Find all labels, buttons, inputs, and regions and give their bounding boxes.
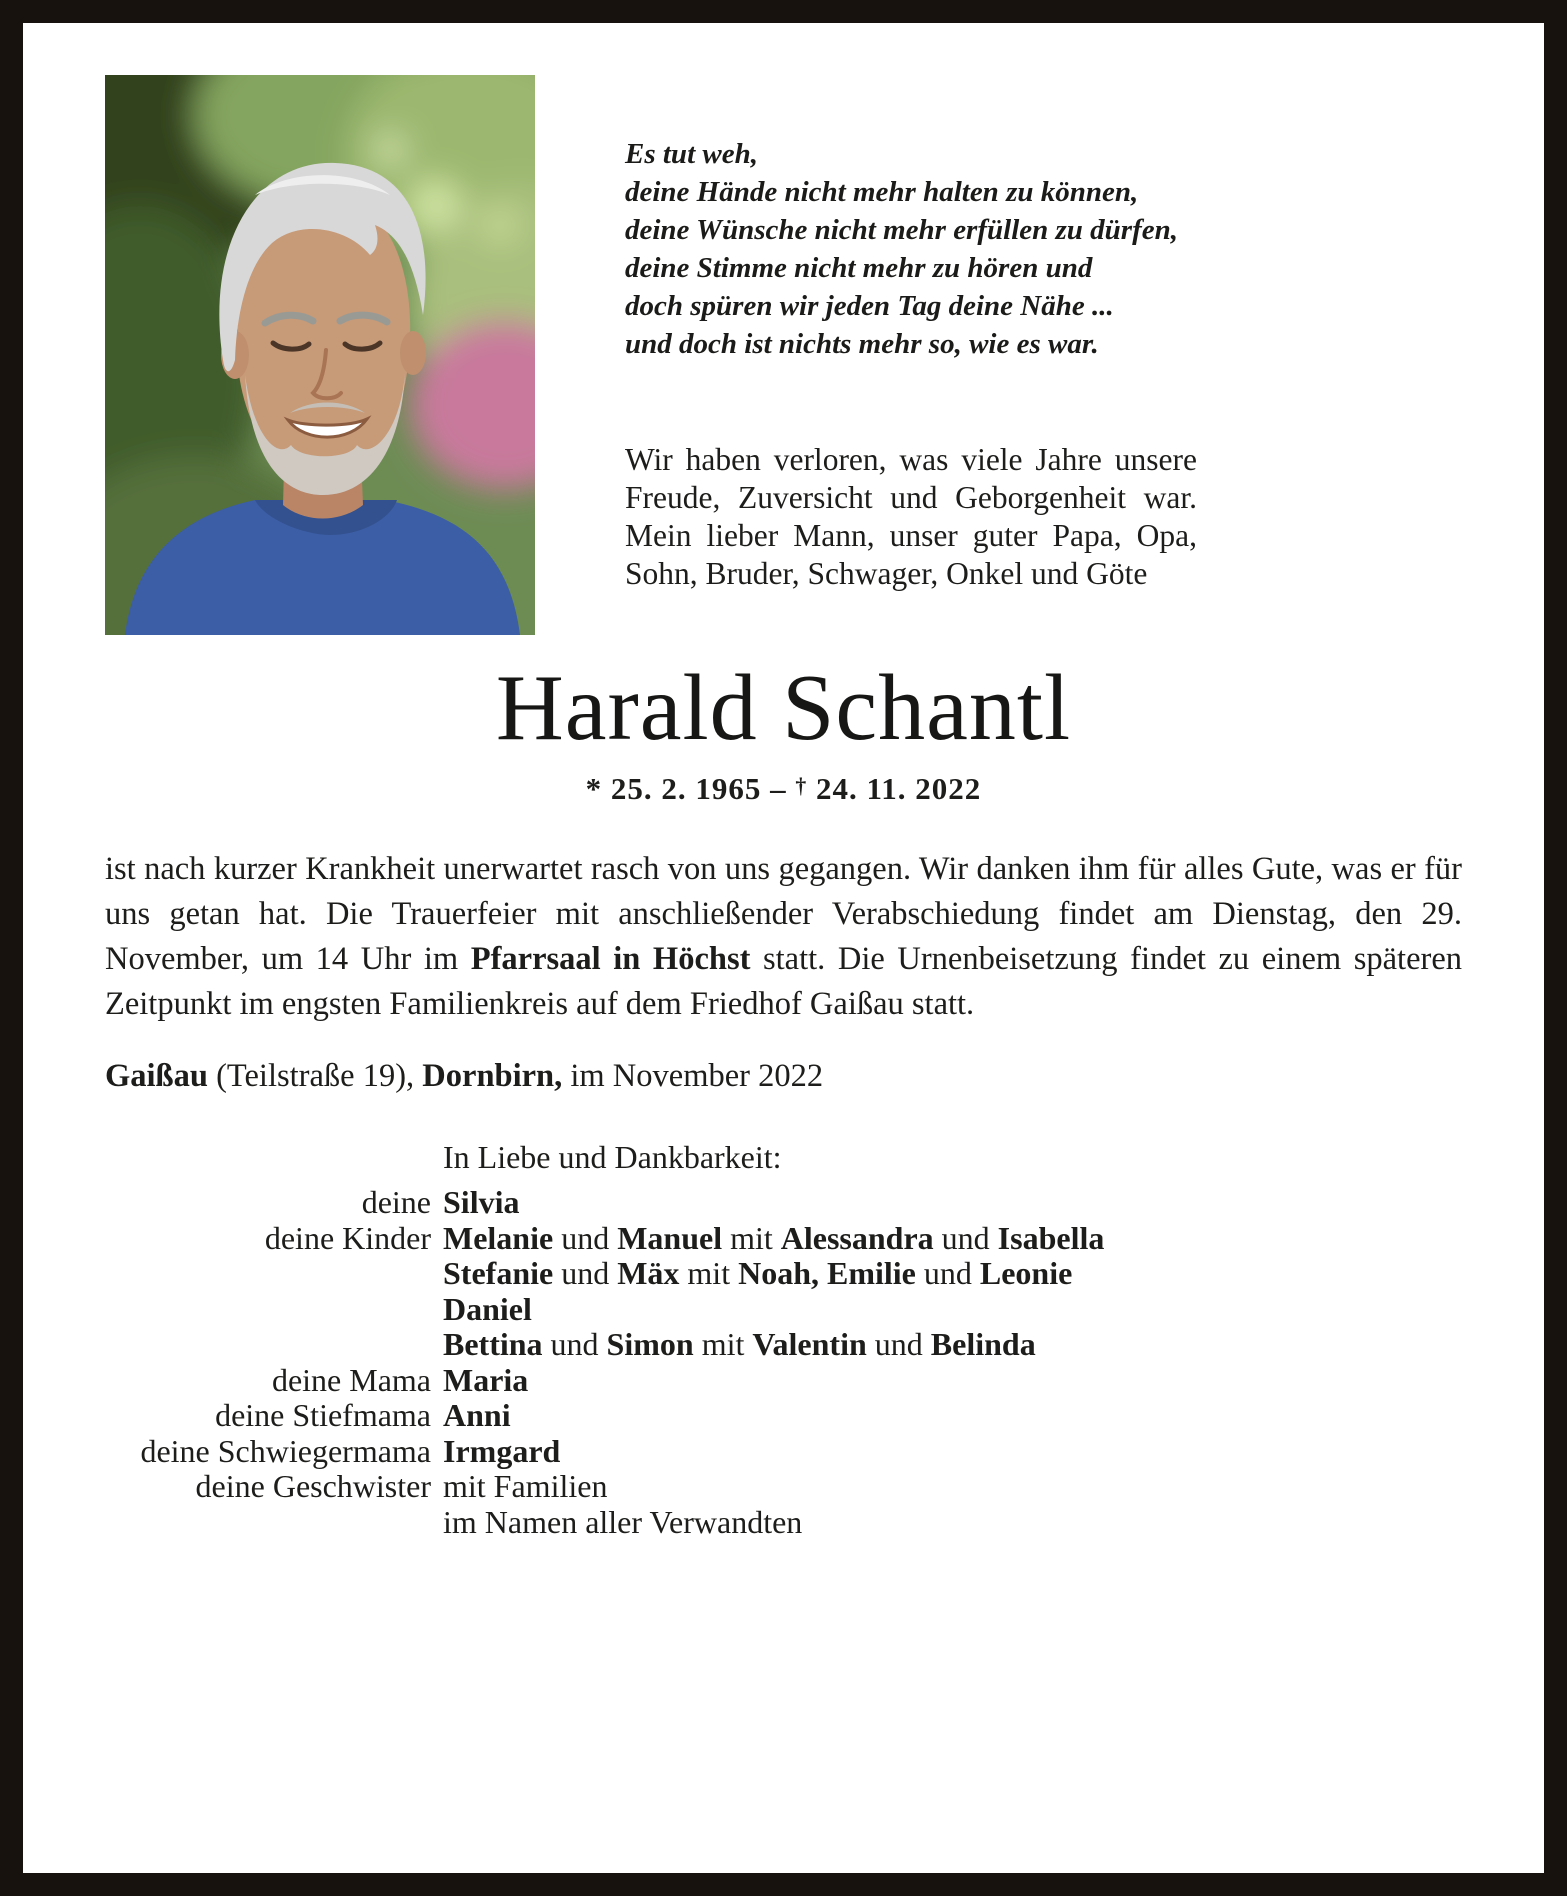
- poem-line: Es tut weh,: [625, 138, 758, 170]
- poem-line: doch spüren wir jeden Tag deine Nähe ...: [625, 290, 1114, 322]
- family-row: [105, 1185, 1462, 1221]
- text-segment: (Teilstraße 19),: [207, 1058, 423, 1094]
- text-segment: Noah, Emilie: [738, 1255, 916, 1291]
- text-segment: Bettina: [443, 1326, 543, 1362]
- family-row: [105, 1363, 1462, 1399]
- text-segment: mit: [679, 1255, 739, 1291]
- life-dates: [105, 771, 1462, 807]
- text-segment: Irmgard: [443, 1432, 561, 1469]
- text-segment: und: [915, 1255, 980, 1291]
- text-segment: statt. Die Urnenbeisetzung findet zu einem späteren Zeitpunkt im engsten Familienkreis auf dem Friedhof Gaißau statt.: [105, 941, 1462, 1022]
- family-row: [105, 1469, 1462, 1505]
- family-relation-label: deine Schwiegermama: [140, 1432, 431, 1469]
- text-segment: Gaißau: [105, 1058, 208, 1094]
- poem-line: und doch ist nichts mehr so, wie es war.: [625, 328, 1099, 360]
- text-segment: im Namen aller Verwandten: [443, 1503, 803, 1540]
- portrait-photo: [105, 75, 535, 635]
- family-row: [105, 1292, 1462, 1328]
- family-names: [443, 1363, 1462, 1399]
- family-row: [105, 1221, 1462, 1257]
- text-segment: Leonie: [979, 1255, 1073, 1291]
- family-names: [443, 1434, 1462, 1470]
- family-row: [105, 1505, 1462, 1541]
- text-segment: mit Familien: [443, 1468, 608, 1504]
- text-segment: *: [585, 771, 611, 806]
- text-segment: 24. 11. 2022: [807, 771, 982, 806]
- family-relation-label: deine Stiefmama: [215, 1397, 431, 1433]
- poem-line: deine Hände nicht mehr halten zu können,: [625, 176, 1139, 208]
- family-names: [443, 1398, 1462, 1434]
- text-segment: Manuel: [617, 1219, 723, 1256]
- poem-line: deine Stimme nicht mehr zu hören und: [625, 252, 1093, 284]
- text-segment: Simon: [606, 1326, 694, 1362]
- text-segment: Pfarrsaal in Höchst: [470, 941, 751, 977]
- text-segment: Maria: [443, 1361, 529, 1398]
- text-segment: und: [542, 1326, 607, 1362]
- family-names: [443, 1469, 1462, 1505]
- location-line: [105, 1055, 1462, 1097]
- text-segment: Alessandra: [780, 1219, 934, 1256]
- portrait-illustration: [105, 75, 535, 635]
- text-segment: Valentin: [752, 1326, 867, 1362]
- text-segment: Isabella: [997, 1219, 1105, 1256]
- family-names: [443, 1256, 1462, 1292]
- poem-line: deine Wünsche nicht mehr erfüllen zu dürfen,: [625, 214, 1178, 246]
- text-segment: Dornbirn,: [422, 1058, 563, 1094]
- family-relation-label: deine: [361, 1184, 431, 1220]
- gratitude-line: In Liebe und Dankbarkeit:: [443, 1139, 782, 1175]
- family-relation-label: deine Geschwister: [195, 1468, 431, 1504]
- text-segment: und: [553, 1255, 618, 1291]
- obituary-content: [23, 23, 1544, 1873]
- announcement-text: [105, 847, 1462, 1027]
- text-segment: 25. 2. 1965 –: [610, 771, 796, 806]
- text-segment: Anni: [443, 1397, 511, 1433]
- family-row: [105, 1327, 1462, 1363]
- top-section: [105, 75, 1462, 635]
- family-list: [105, 1185, 1462, 1540]
- family-row: [105, 1398, 1462, 1434]
- text-segment: Belinda: [930, 1326, 1036, 1362]
- text-segment: Silvia: [443, 1184, 520, 1220]
- text-segment: Stefanie: [443, 1255, 554, 1291]
- text-segment: und: [866, 1326, 931, 1362]
- right-column: [625, 75, 1197, 635]
- text-segment: im November 2022: [562, 1058, 824, 1094]
- text-segment: und: [933, 1219, 998, 1256]
- text-segment: ist nach kurzer Krankheit unerwartet rasch von uns gegangen. Wir danken ihm für alles Gute, was er für uns getan hat. Die Trauerfeier mit anschließender Verabschiedung findet am Dienstag, den 29. November, um 14 Uhr im: [105, 851, 1462, 977]
- family-names: [443, 1292, 1462, 1328]
- text-segment: und: [553, 1219, 618, 1256]
- text-segment: Mäx: [617, 1255, 680, 1291]
- text-segment: Melanie: [443, 1219, 554, 1256]
- family-names: [443, 1505, 1462, 1541]
- family-names: [443, 1221, 1462, 1257]
- deceased-name: Harald Schantl: [495, 656, 1072, 760]
- family-names: [443, 1185, 1462, 1221]
- family-row: [105, 1256, 1462, 1292]
- family-relation-label: deine Mama: [271, 1361, 431, 1398]
- text-segment: mit: [693, 1326, 753, 1362]
- family-names: [443, 1327, 1462, 1363]
- text-segment: Daniel: [443, 1290, 532, 1327]
- intro-text: Wir haben verloren, was viele Jahre unsere Freude, Zuversicht und Geborgenheit war. Mein lieber Mann, unser guter Papa, Opa, Sohn, Bruder, Schwager, Onkel und Göte: [625, 442, 1197, 591]
- text-segment: mit: [722, 1219, 781, 1256]
- memorial-poem: [625, 135, 1197, 363]
- family-row: [105, 1434, 1462, 1470]
- family-relation-label: deine Kinder: [264, 1219, 431, 1256]
- text-segment: †: [795, 774, 808, 798]
